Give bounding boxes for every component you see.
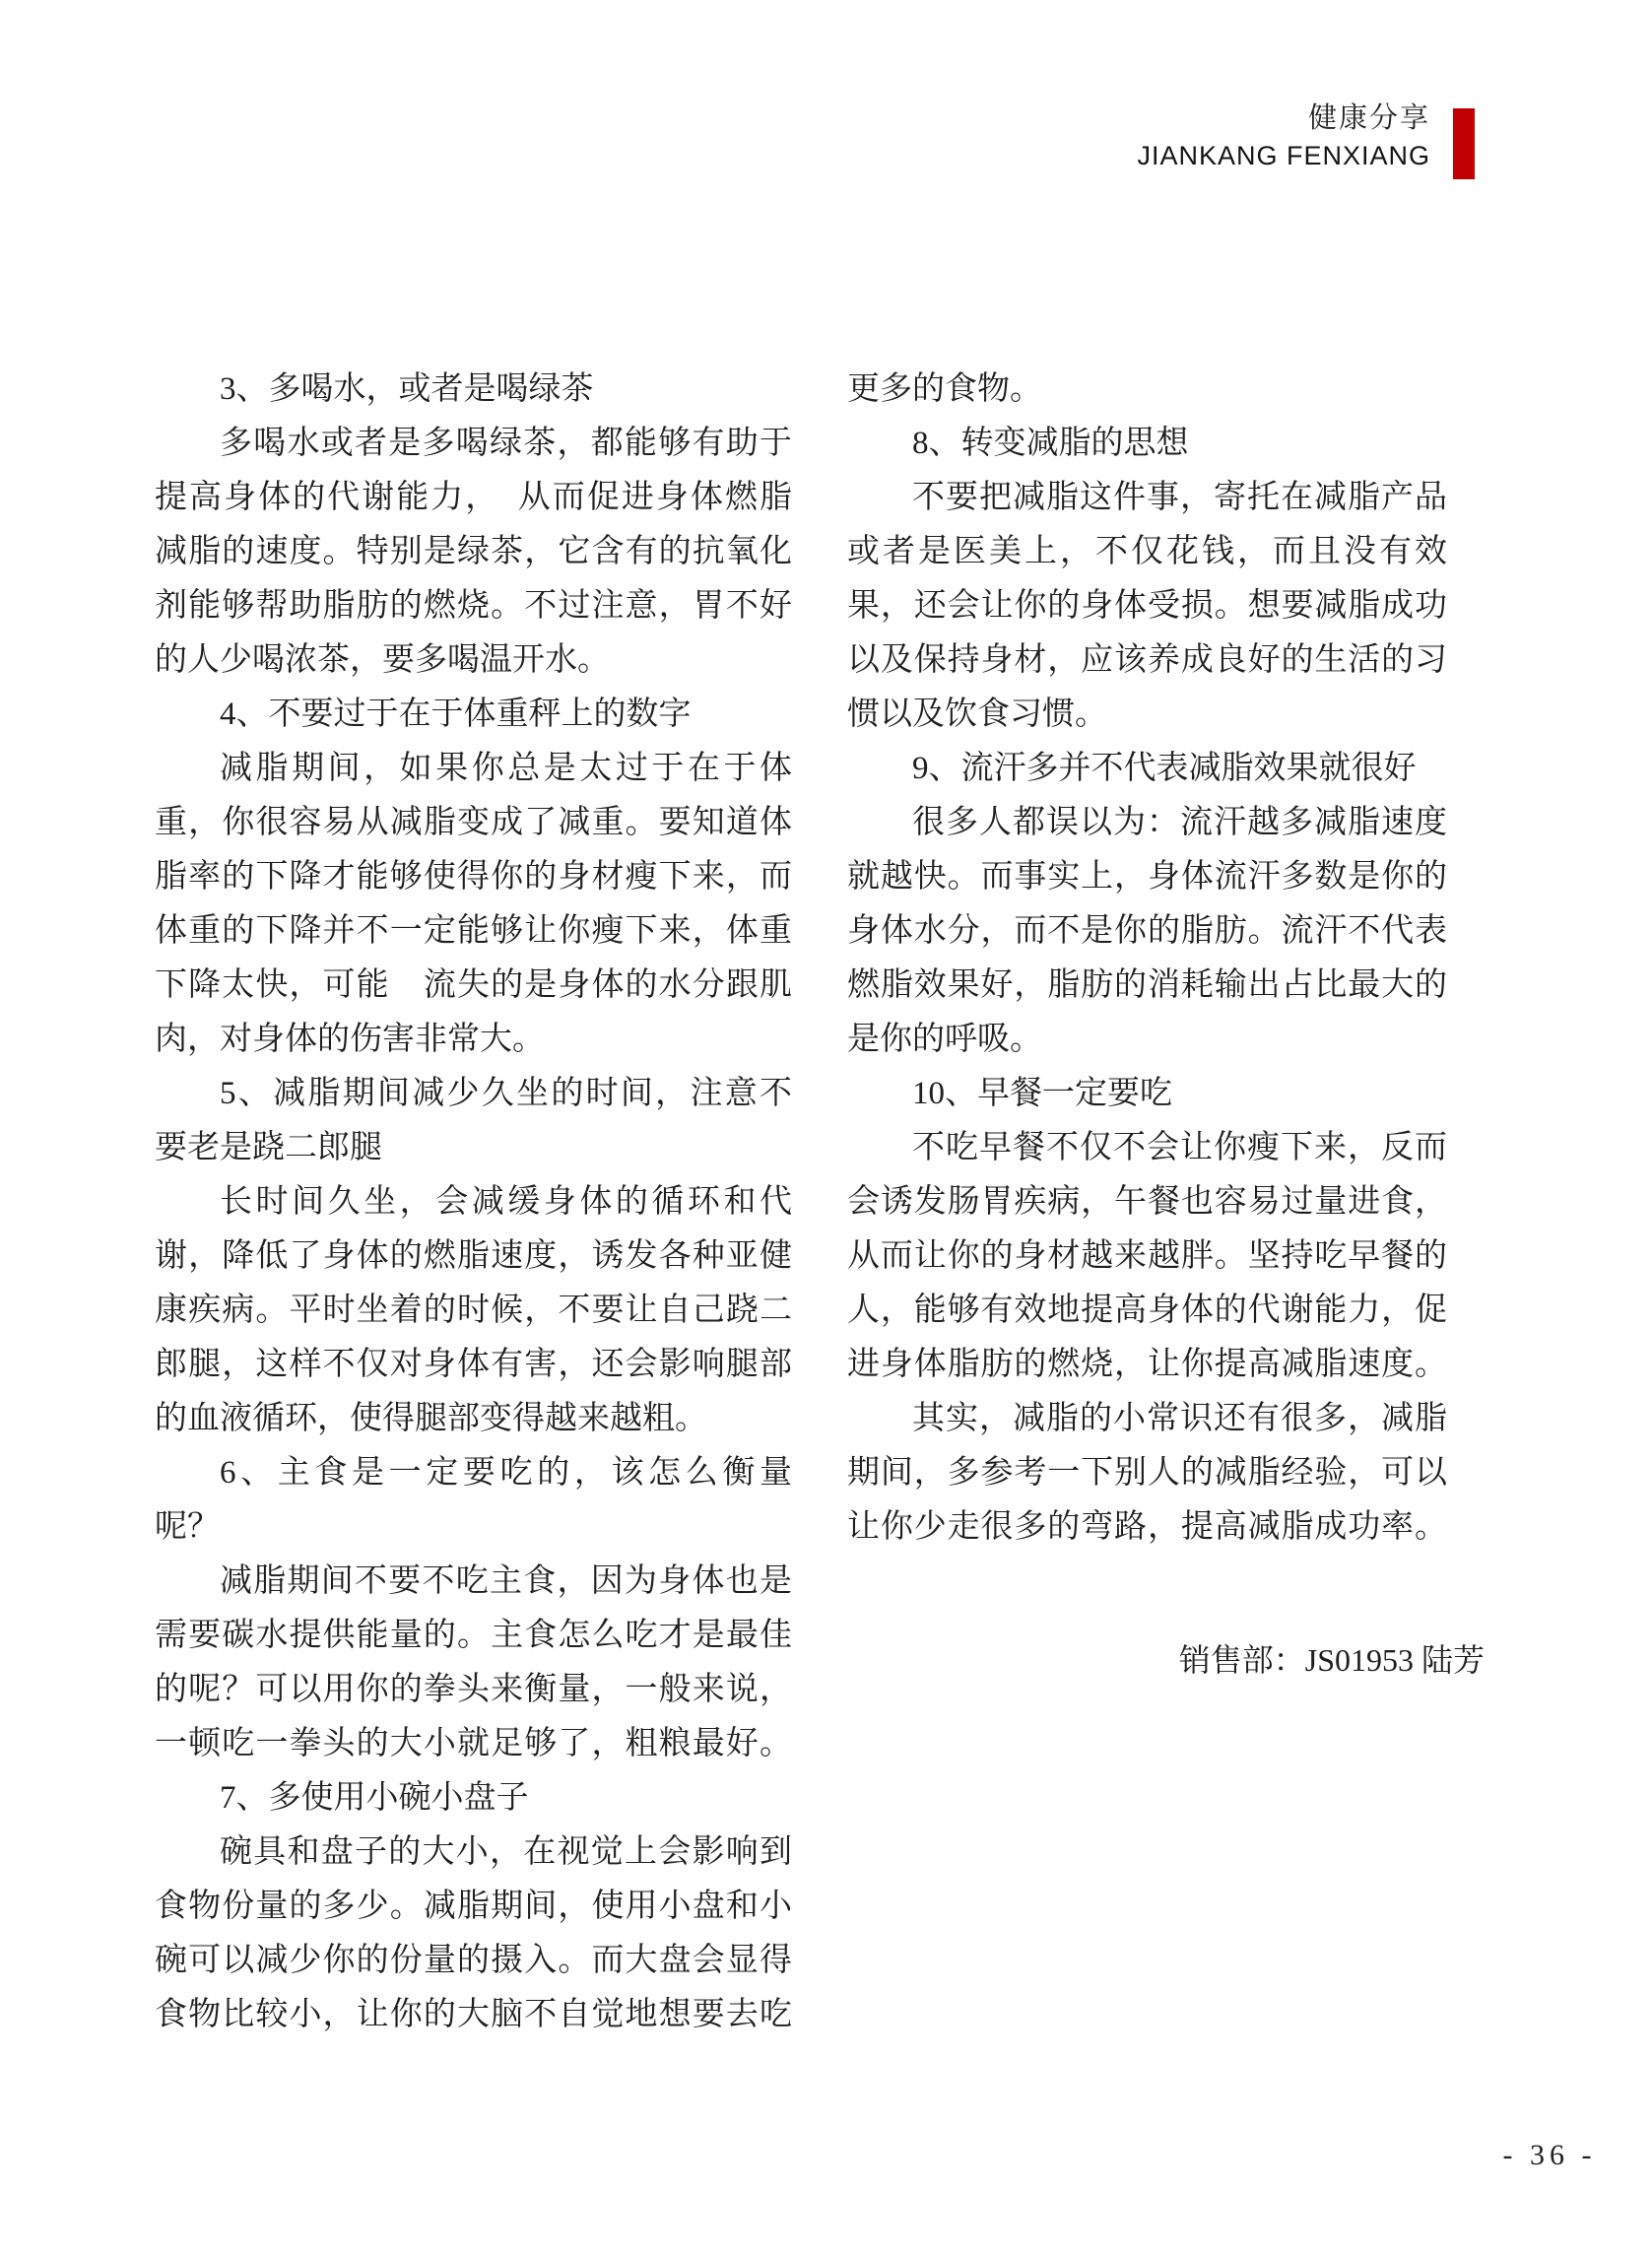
text-line: 长时间久坐，会减缓身体的循环和代 — [220, 1184, 792, 1220]
text-line: 的呢？可以用你的拳头来衡量，一般来说， — [155, 1672, 792, 1707]
text-line: 康疾病。平时坐着的时候，不要让自己跷二 — [155, 1293, 792, 1328]
page-number: - 36 - — [1502, 2139, 1597, 2171]
text-line: 减脂期间，如果你总是太过于在于体 — [220, 751, 792, 786]
text-line: 减脂期间不要不吃主食，因为身体也是 — [220, 1563, 792, 1599]
text-line: 不要把减脂这件事，寄托在减脂产品 — [912, 480, 1447, 515]
text-line: 以及保持身材，应该养成良好的生活的习 — [847, 642, 1447, 678]
text-line: 7、多使用小碗小盘子 — [220, 1780, 529, 1816]
text-line: 食物比较小，让你的大脑不自觉地想要去吃 — [155, 1997, 792, 2032]
text-line: 8、转变减脂的思想 — [912, 426, 1189, 461]
text-line: 或者是医美上，不仅花钱，而且没有效 — [847, 534, 1447, 569]
text-line: 很多人都误以为：流汗越多减脂速度 — [912, 805, 1447, 840]
text-line: 果，还会让你的身体受损。想要减脂成功 — [847, 588, 1447, 624]
header-title-pinyin: JIANKANG FENXIANG — [1137, 141, 1430, 170]
text-line: 要老是跷二郎腿 — [155, 1130, 382, 1165]
text-line: 食物份量的多少。减脂期间，使用小盘和小 — [155, 1889, 792, 1924]
text-line: 身体水分，而不是你的脂肪。流汗不代表 — [847, 913, 1447, 949]
article-column-right — [847, 363, 1485, 1688]
text-line: 10、早餐一定要吃 — [912, 1076, 1172, 1111]
text-line: 提高身体的代谢能力， 从而促进身体燃脂 — [155, 480, 792, 515]
text-line: 人，能够有效地提高身体的代谢能力，促 — [847, 1293, 1447, 1328]
text-line: 燃脂效果好，脂肪的消耗输出占比最大的 — [847, 967, 1447, 1003]
text-line: 剂能够帮助脂肪的燃烧。不过注意，胃不好 — [155, 588, 792, 624]
text-line: 碗可以减少你的份量的摄入。而大盘会显得 — [155, 1943, 792, 1978]
text-line: 更多的食物。 — [847, 371, 1042, 407]
text-line: 下降太快，可能 流失的是身体的水分跟肌 — [155, 967, 792, 1003]
text-line: 重，你很容易从减脂变成了减重。要知道体 — [155, 805, 792, 840]
text-line: 体重的下降并不一定能够让你瘦下来，体重 — [155, 913, 792, 949]
text-line: 进身体脂肪的燃烧，让你提高减脂速度。 — [847, 1347, 1447, 1382]
text-line: 期间，多参考一下别人的减脂经验，可以 — [847, 1455, 1447, 1491]
text-line: 呢？ — [155, 1509, 220, 1545]
attribution-line: 销售部：JS01953 陆芳 — [1178, 1642, 1485, 1678]
text-line: 从而让你的身材越来越胖。坚持吃早餐的 — [847, 1238, 1447, 1274]
text-line: 惯以及饮食习惯。 — [847, 697, 1107, 732]
text-line: 多喝水或者是多喝绿茶，都能够有助于 — [220, 426, 792, 461]
text-line: 其实，减脂的小常识还有很多，减脂 — [912, 1401, 1447, 1436]
text-line: 是你的呼吸。 — [847, 1022, 1042, 1057]
article-column-left — [155, 363, 792, 2042]
text-line: 3、多喝水，或者是喝绿茶 — [220, 371, 594, 407]
text-line: 让你少走很多的弯路，提高减脂成功率。 — [847, 1509, 1447, 1545]
text-line: 不吃早餐不仅不会让你瘦下来，反而 — [912, 1130, 1447, 1165]
text-line: 4、不要过于在于体重秤上的数字 — [220, 697, 692, 732]
text-line: 减脂的速度。特别是绿茶，它含有的抗氧化 — [155, 534, 792, 569]
text-line: 的血液循环，使得腿部变得越来越粗。 — [155, 1401, 707, 1436]
text-line: 9、流汗多并不代表减脂效果就很好 — [912, 751, 1417, 786]
text-line: 碗具和盘子的大小，在视觉上会影响到 — [220, 1834, 792, 1870]
text-line: 一顿吃一拳头的大小就足够了，粗粮最好。 — [155, 1726, 792, 1761]
text-line: 脂率的下降才能够使得你的身材瘦下来，而 — [155, 859, 792, 895]
text-line: 的人少喝浓茶，要多喝温开水。 — [155, 642, 610, 678]
text-line: 5、减脂期间减少久坐的时间，注意不 — [220, 1076, 792, 1111]
page-header — [1137, 101, 1430, 170]
text-line: 6、主食是一定要吃的，该怎么衡量 — [220, 1455, 792, 1491]
text-line: 肉，对身体的伤害非常大。 — [155, 1022, 545, 1057]
header-accent-bar — [1453, 108, 1475, 179]
text-line: 谢，降低了身体的燃脂速度，诱发各种亚健 — [155, 1238, 792, 1274]
text-line: 就越快。而事实上，身体流汗多数是你的 — [847, 859, 1447, 895]
text-line: 郎腿，这样不仅对身体有害，还会影响腿部 — [155, 1347, 792, 1382]
text-line: 需要碳水提供能量的。主食怎么吃才是最佳 — [155, 1618, 792, 1653]
text-line: 会诱发肠胃疾病，午餐也容易过量进食， — [847, 1184, 1447, 1220]
header-title-chinese: 健康分享 — [1307, 102, 1430, 134]
